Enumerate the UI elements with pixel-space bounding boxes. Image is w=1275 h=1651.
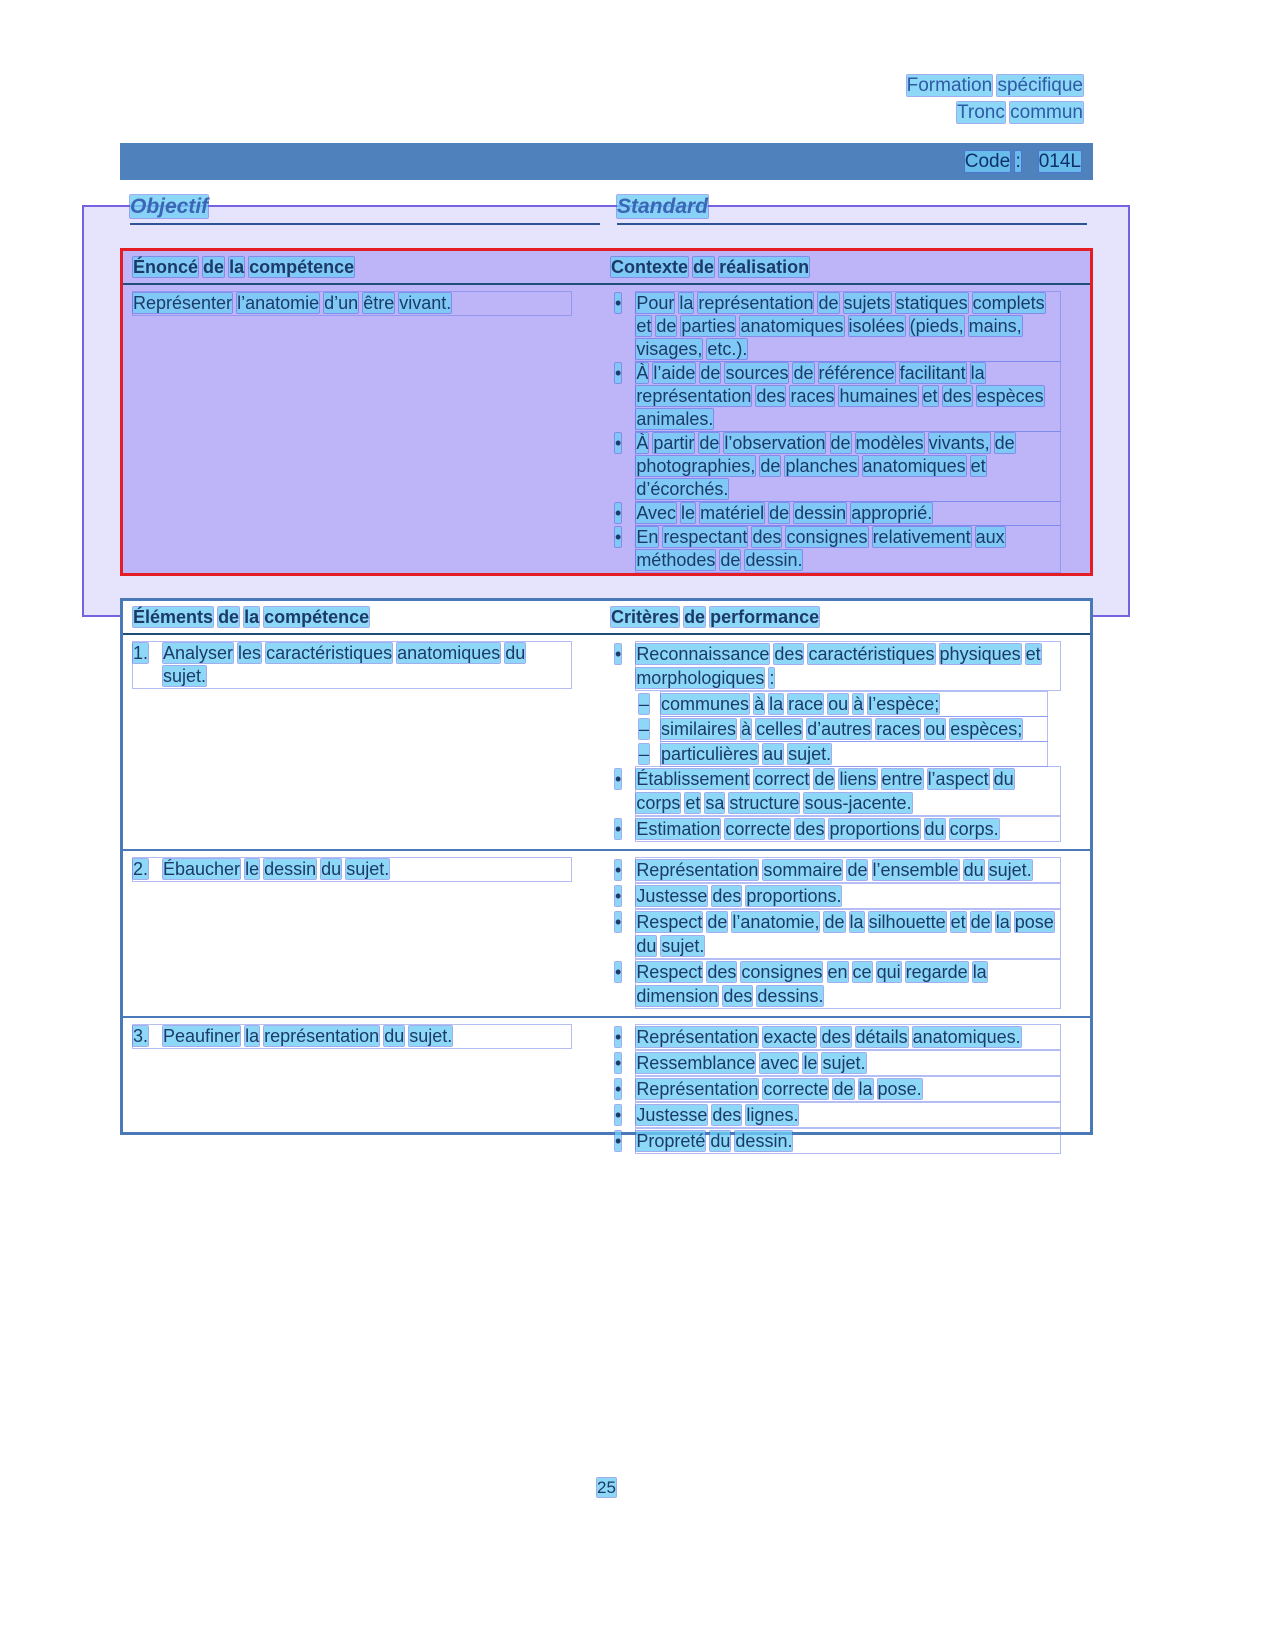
bullet-icon: • bbox=[615, 912, 622, 932]
criterion-text: Respect de l’anatomie, de la silhouette et de la pose du sujet. bbox=[636, 910, 1060, 958]
sub-criterion bbox=[639, 742, 1080, 766]
bullet-icon: • bbox=[615, 819, 622, 839]
page-number-wrap bbox=[120, 1476, 1093, 1499]
criterion-item bbox=[611, 1051, 1080, 1075]
element-title bbox=[133, 858, 571, 881]
section-headings bbox=[130, 194, 1087, 225]
context-item bbox=[611, 292, 1080, 361]
criterion-text: Justesse des lignes. bbox=[636, 1103, 1060, 1127]
bullet-icon: • bbox=[615, 363, 622, 383]
context-list bbox=[611, 292, 1080, 573]
criterion-item bbox=[611, 1025, 1080, 1049]
criterion-item bbox=[611, 884, 1080, 908]
element-title bbox=[133, 642, 571, 688]
element-number: 3. bbox=[133, 1026, 149, 1046]
criteria-list bbox=[611, 642, 1080, 843]
elements-header: Éléments de la compétence bbox=[133, 607, 370, 627]
dash-icon: – bbox=[639, 744, 650, 764]
statement-cell bbox=[133, 292, 611, 573]
element-title-cell bbox=[133, 642, 611, 843]
bullet-icon: • bbox=[615, 503, 622, 523]
bullet-icon: • bbox=[615, 527, 622, 547]
bullet-icon: • bbox=[615, 1105, 622, 1125]
criteres-header-cell bbox=[611, 606, 1080, 629]
criterion-text: Estimation correcte des proportions du corps. bbox=[636, 817, 1060, 841]
enonce-header: Énoncé de la compétence bbox=[133, 257, 355, 277]
context-item bbox=[611, 502, 1080, 525]
bullet-icon: • bbox=[615, 769, 622, 789]
code-label: Code : bbox=[964, 151, 1021, 172]
competence-table-body bbox=[123, 285, 1090, 573]
elements-header-cell bbox=[133, 606, 611, 629]
dash-icon: – bbox=[639, 694, 650, 714]
criterion-text: Représentation exacte des détails anatomiques. bbox=[636, 1025, 1060, 1049]
criterion-item bbox=[611, 960, 1080, 1008]
criterion-text: Représentation sommaire de l’ensemble du sujet. bbox=[636, 858, 1060, 882]
objectif-heading-cell bbox=[130, 194, 600, 225]
element-text: Peaufiner la représentation du sujet. bbox=[163, 1026, 453, 1046]
element-row bbox=[123, 635, 1090, 851]
element-number: 1. bbox=[133, 643, 149, 663]
competence-table bbox=[120, 248, 1093, 576]
context-item bbox=[611, 362, 1080, 431]
criteria-list bbox=[611, 1025, 1080, 1155]
element-title-cell bbox=[133, 858, 611, 1010]
code-value: 014L bbox=[1038, 151, 1081, 172]
criterion-item bbox=[611, 910, 1080, 958]
enonce-header-cell bbox=[133, 256, 611, 279]
sub-criterion bbox=[639, 692, 1080, 716]
context-item-text: À partir de l’observation de modèles vivants, de photographies, de planches anatomiques et d’écorchés. bbox=[636, 432, 1060, 501]
bullet-icon: • bbox=[615, 1131, 622, 1151]
elements-table bbox=[120, 598, 1093, 1151]
context-item-text: À l’aide de sources de référence facilitant la représentation des races humaines et des espèces animales. bbox=[636, 362, 1060, 431]
bullet-icon: • bbox=[615, 860, 622, 880]
criterion-item bbox=[611, 817, 1080, 841]
criterion-text: Reconnaissance des caractéristiques physiques et morphologiques : bbox=[636, 642, 1060, 690]
program-track-label: Tronc commun bbox=[956, 102, 1083, 123]
sub-criterion-text: particulières au sujet. bbox=[661, 742, 1047, 766]
criteria-list bbox=[611, 858, 1080, 1010]
element-row bbox=[123, 1018, 1090, 1161]
sub-criterion bbox=[639, 717, 1080, 741]
elements-table-header bbox=[123, 601, 1090, 635]
criterion-text: Respect des consignes en ce qui regarde la dimension des dessins. bbox=[636, 960, 1060, 1008]
sub-criterion-text: communes à la race ou à l’espèce; bbox=[661, 692, 1047, 716]
competence-statement: Représenter l’anatomie d’un être vivant. bbox=[133, 292, 571, 315]
element-number: 2. bbox=[133, 859, 149, 879]
sub-criterion-text: similaires à celles d’autres races ou espèces; bbox=[661, 717, 1047, 741]
contexte-header: Contexte de réalisation bbox=[611, 257, 810, 277]
dash-icon: – bbox=[639, 719, 650, 739]
code-wrap bbox=[965, 150, 1081, 173]
competence-table-header bbox=[123, 251, 1090, 285]
context-item-text: Avec le matériel de dessin approprié. bbox=[636, 502, 1060, 525]
bullet-icon: • bbox=[615, 1027, 622, 1047]
context-item-text: Pour la représentation de sujets statiques complets et de parties anatomiques isolées (pieds, mains, visages, etc.). bbox=[636, 292, 1060, 361]
standard-heading-cell bbox=[617, 194, 1087, 225]
objectif-heading: Objectif bbox=[130, 195, 209, 218]
criterion-text: Établissement correct de liens entre l’aspect du corps et sa structure sous-jacente. bbox=[636, 767, 1060, 815]
bullet-icon: • bbox=[615, 644, 622, 664]
criterion-item bbox=[611, 767, 1080, 815]
standard-heading: Standard bbox=[617, 195, 709, 218]
criterion-item bbox=[611, 858, 1080, 882]
program-type-label: Formation spécifique bbox=[906, 75, 1083, 96]
bullet-icon: • bbox=[615, 1053, 622, 1073]
element-text: Analyser les caractéristiques anatomiques du sujet. bbox=[163, 643, 526, 686]
element-text: Ébaucher le dessin du sujet. bbox=[163, 859, 390, 879]
criterion-text: Représentation correcte de la pose. bbox=[636, 1077, 1060, 1101]
program-header bbox=[907, 72, 1083, 126]
bullet-icon: • bbox=[615, 962, 622, 982]
criterion-text: Ressemblance avec le sujet. bbox=[636, 1051, 1060, 1075]
element-title-cell bbox=[133, 1025, 611, 1155]
page-number: 25 bbox=[597, 1478, 616, 1497]
criteres-header: Critères de performance bbox=[611, 607, 820, 627]
criterion-item bbox=[611, 1077, 1080, 1101]
contexte-header-cell bbox=[611, 256, 1080, 279]
criterion-text: Propreté du dessin. bbox=[636, 1129, 1060, 1153]
bullet-icon: • bbox=[615, 293, 622, 313]
element-row bbox=[123, 851, 1090, 1018]
context-item-text: En respectant des consignes relativement aux méthodes de dessin. bbox=[636, 526, 1060, 572]
context-item bbox=[611, 432, 1080, 501]
criterion-item bbox=[611, 1129, 1080, 1153]
criterion-item bbox=[611, 1103, 1080, 1127]
context-item bbox=[611, 526, 1080, 572]
code-bar bbox=[120, 143, 1093, 180]
element-title bbox=[133, 1025, 571, 1048]
bullet-icon: • bbox=[615, 886, 622, 906]
bullet-icon: • bbox=[615, 433, 622, 453]
criterion-text: Justesse des proportions. bbox=[636, 884, 1060, 908]
bullet-icon: • bbox=[615, 1079, 622, 1099]
criterion-item bbox=[611, 642, 1080, 690]
